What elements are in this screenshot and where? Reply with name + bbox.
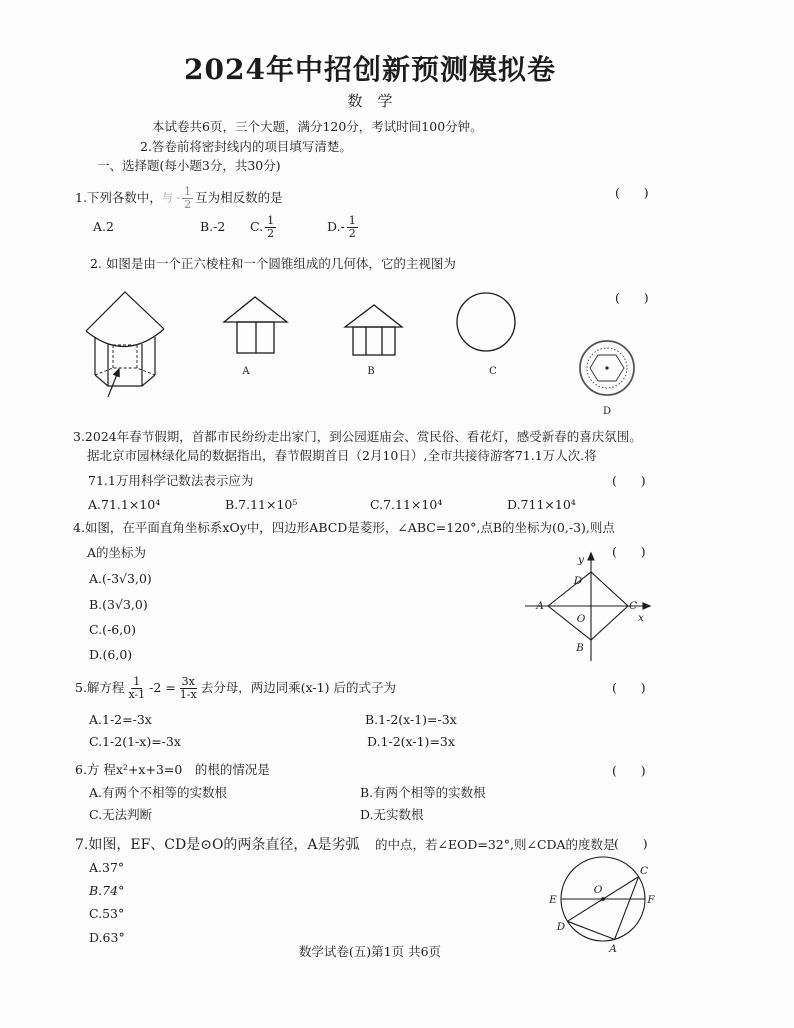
q2-option-c-circle xyxy=(457,293,515,351)
q5-option-d: D.1-2(x-1)=3x xyxy=(367,734,455,749)
q2-stem: 2. 如图是由一个正六棱柱和一个圆锥组成的几何体，它的主视图为 xyxy=(90,256,456,271)
diameter-cd xyxy=(567,877,638,922)
q5-fraction-1 xyxy=(126,676,147,701)
q2-option-a-figure xyxy=(224,297,287,353)
q5-stem xyxy=(75,673,396,703)
q3-stem-line-2: 据北京市园林绿化局的数据指出，春节假期首日（2月10日）,全市共接待游客71.1万人次.将 xyxy=(87,448,597,463)
instruction-line-1: 本试卷共6页，三个大题，满分120分，考试时间100分钟。 xyxy=(152,119,483,134)
q1-stem-end: 互为相反数的是 xyxy=(195,190,283,205)
y-axis-arrow xyxy=(588,553,594,560)
q6-answer-bracket: ( ) xyxy=(612,763,646,778)
roof-triangle xyxy=(345,305,402,327)
fraction-denominator: 2 xyxy=(184,197,192,211)
body-rectangle xyxy=(237,322,274,353)
option-fraction xyxy=(347,215,358,240)
fraction-denominator: x-1 xyxy=(128,687,146,701)
q7-option-a: A.37° xyxy=(89,860,125,875)
q4-label-d: D xyxy=(573,575,583,587)
q3-option-c: C.7.11×10⁴ xyxy=(370,497,443,512)
q4-label-o: O xyxy=(576,613,586,625)
q4-label-a: A xyxy=(536,600,544,612)
fraction-denominator: 2 xyxy=(267,226,275,240)
q3-stem-line-1: 3.2024年春节假期，首都市民纷纷走出家门，到公园逛庙会、赏民俗、看花灯，感受新春的喜庆氛围。 xyxy=(73,429,642,444)
fraction-denominator: 1-x xyxy=(179,687,197,701)
fraction-numerator: 1 xyxy=(184,184,192,198)
q5-stem-start: 5.解方程 xyxy=(75,680,125,695)
q4-stem-line-2: A的坐标为 xyxy=(87,545,147,560)
q3-answer-bracket: ( ) xyxy=(612,473,646,488)
q5-stem-middle: -2 = xyxy=(149,680,176,695)
q5-option-b: B.1-2(x-1)=-3x xyxy=(365,712,457,727)
arrow-head xyxy=(114,369,120,377)
cone-base-curve xyxy=(86,329,164,347)
q4-option-a: A.(-3√3,0) xyxy=(89,571,152,586)
q6-option-a: A.有两个不相等的实数根 xyxy=(89,785,228,800)
q2-label-c: C xyxy=(489,366,497,377)
q1-answer-bracket: ( ) xyxy=(615,185,649,200)
q7-option-b: B.74° xyxy=(89,883,125,898)
q1-option-b: B.-2 xyxy=(200,219,226,234)
fraction-numerator: 1 xyxy=(348,213,356,227)
center-dot xyxy=(605,366,608,369)
x-axis-arrow xyxy=(643,603,650,609)
q3-option-a: A.71.1×10⁴ xyxy=(88,497,161,512)
q4-figure xyxy=(525,553,650,661)
option-fraction xyxy=(265,215,276,240)
prism-visible-edges xyxy=(95,337,155,386)
fraction-numerator: 1 xyxy=(133,674,141,688)
q4-stem-line-1: 4.如图，在平面直角坐标系xOy中，四边形ABCD是菱形，∠ABC=120°,点B的坐标为(0,-3),则点 xyxy=(73,520,615,535)
center-point xyxy=(602,898,605,901)
q6-option-c: C.无法判断 xyxy=(89,807,153,822)
q7-label-f: F xyxy=(647,894,655,906)
q7-stem-start: 7.如图，EF、CD是⊙O的两条直径，A是劣弧 xyxy=(75,837,360,853)
rhombus-abcd xyxy=(548,572,628,640)
page-title: 2024年中招创新预测模拟卷 xyxy=(184,53,556,86)
q7-label-d: D xyxy=(556,921,566,933)
q1-option-c xyxy=(250,213,278,241)
q5-stem-end: 去分母，两边同乘(x-1) 后的式子为 xyxy=(200,680,396,695)
section-heading: 一、选择题(每小题3分，共30分) xyxy=(97,158,281,173)
q7-stem-end: 的中点，若∠EOD=32°,则∠CDA的度数是 xyxy=(375,837,616,852)
q4-label-y: y xyxy=(578,554,584,566)
fraction-denominator: 2 xyxy=(348,226,356,240)
q2-label-a: A xyxy=(242,366,250,377)
q2-answer-bracket: ( ) xyxy=(615,290,649,305)
q2-solid-figure xyxy=(86,292,164,397)
q4-option-b: B.(3√3,0) xyxy=(89,597,148,612)
q3-option-d: D.711×10⁴ xyxy=(507,497,576,512)
q7-label-c: C xyxy=(639,865,649,877)
inner-dotted-circle xyxy=(587,348,627,388)
q1-fraction xyxy=(182,186,193,211)
q2-label-b: B xyxy=(367,366,375,377)
q2-label-d: D xyxy=(602,406,612,417)
option-prefix: C. xyxy=(250,219,264,234)
view-direction-arrow xyxy=(108,372,118,397)
q1-stem-faint: 与 - xyxy=(161,191,181,204)
q7-answer-bracket: ( ) xyxy=(614,836,648,851)
q4-option-c: C.(-6,0) xyxy=(89,622,136,637)
q4-label-b: B xyxy=(576,642,584,654)
q1-option-a: A.2 xyxy=(93,219,114,234)
q5-option-c: C.1-2(1-x)=-3x xyxy=(89,734,181,749)
q5-answer-bracket: ( ) xyxy=(612,680,646,695)
subject-heading: 数 学 xyxy=(347,92,393,110)
q3-option-b: B.7.11×10⁵ xyxy=(225,497,298,512)
q2-option-d-figure xyxy=(580,341,634,395)
fraction-numerator: 1 xyxy=(267,213,275,227)
outer-circle xyxy=(580,341,634,395)
q4-answer-bracket: ( ) xyxy=(612,544,646,559)
q7-label-a: A xyxy=(609,943,617,955)
q7-figure xyxy=(561,857,645,941)
body-rectangle xyxy=(353,327,395,355)
q6-option-b: B.有两个相等的实数根 xyxy=(360,785,486,800)
q1-option-d xyxy=(327,213,360,241)
q6-option-d: D.无实数根 xyxy=(360,807,424,822)
cone-outline xyxy=(86,292,164,331)
q7-label-e: E xyxy=(549,894,557,906)
q4-label-c: C xyxy=(628,600,638,612)
q4-label-x: x xyxy=(638,612,644,624)
fraction-numerator: 3x xyxy=(181,674,195,688)
page-footer: 数学试卷(五)第1页 共6页 xyxy=(298,944,442,959)
q1-stem xyxy=(75,186,283,210)
q6-stem: 6.方 程x²+x+3=0 的根的情况是 xyxy=(75,762,270,777)
q5-fraction-2 xyxy=(178,676,199,701)
circle-o xyxy=(561,857,645,941)
q3-stem-line-3: 71.1万用科学记数法表示应为 xyxy=(88,473,254,488)
q7-label-o: O xyxy=(593,884,603,896)
q1-stem-start: 1.下列各数中， xyxy=(75,190,162,205)
roof-triangle xyxy=(224,297,287,322)
q7-option-c: C.53° xyxy=(89,906,125,921)
q4-option-d: D.(6,0) xyxy=(89,647,133,662)
option-prefix: D.- xyxy=(327,219,345,234)
chord-ca xyxy=(615,877,639,940)
q2-option-b-figure xyxy=(345,305,402,355)
instruction-line-2: 2.答卷前将密封线内的项目填写清楚。 xyxy=(140,139,352,154)
q5-option-a: A.1-2=-3x xyxy=(89,712,152,727)
hexagon xyxy=(590,355,624,381)
q7-option-d: D.63° xyxy=(89,930,125,945)
chord-da xyxy=(567,921,614,939)
prism-hidden-edges xyxy=(95,345,155,375)
